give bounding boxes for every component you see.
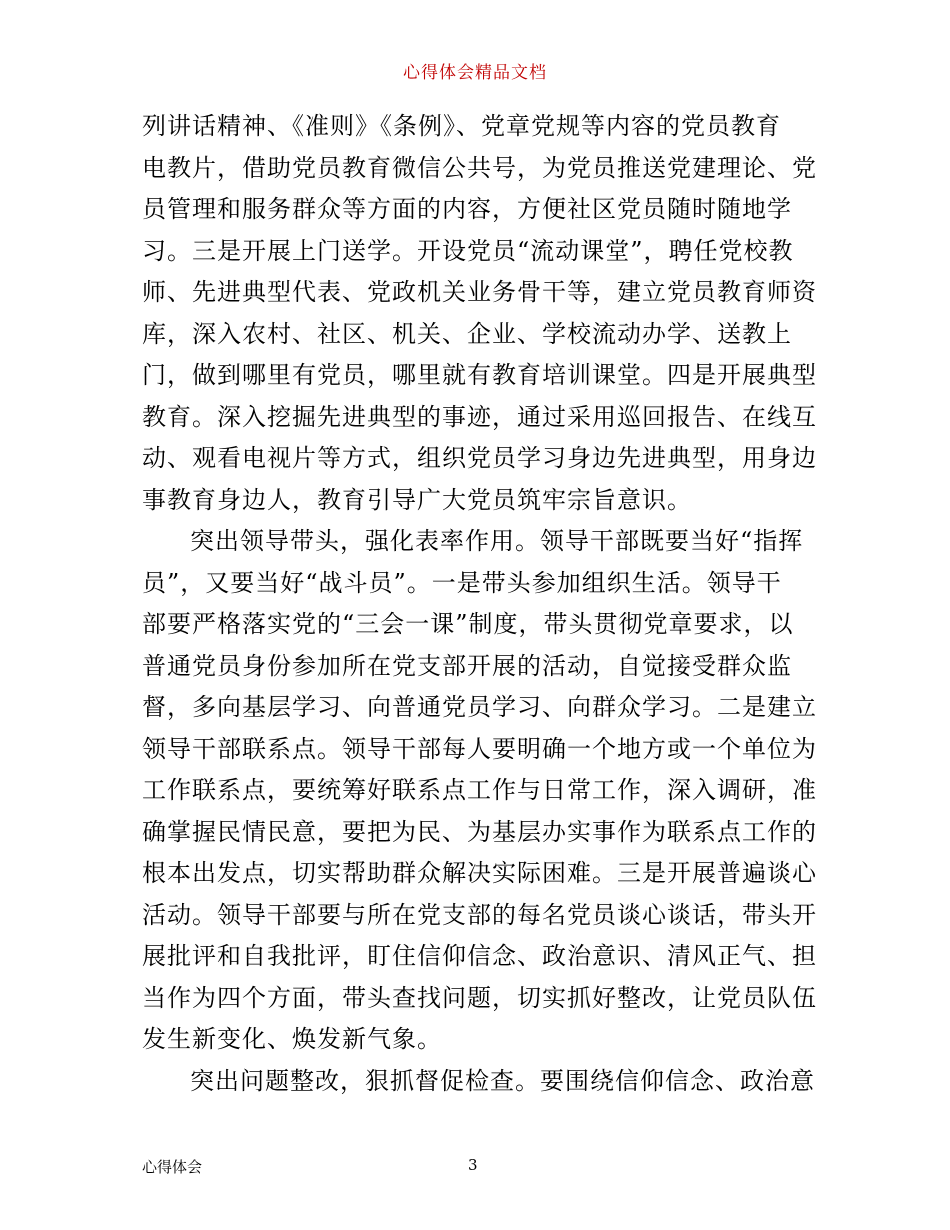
text-line: 员”，又要当好“战斗员”。一是带头参加组织生活。领导干 <box>142 568 782 597</box>
text-line: 督，多向基层学习、向普通党员学习、向群众学习。二是建立 <box>142 693 817 721</box>
text-line: 当作为四个方面，带头查找问题，切实抓好整改，让党员队伍 <box>142 983 817 1012</box>
text-line: 工作联系点，要统筹好联系点工作与日常工作，深入调研，准 <box>142 776 817 804</box>
footer-label: 心得体会 <box>142 1158 203 1176</box>
text-line: 门，做到哪里有党员，哪里就有教育培训课堂。四是开展典型 <box>142 361 817 389</box>
body-text <box>142 106 817 1102</box>
text-line: 发生新变化、焕发新气象。 <box>142 1025 442 1053</box>
text-line: 展批评和自我批评，盯住信仰信念、政治意识、清风正气、担 <box>142 942 817 970</box>
text-line: 列讲话精神、《准则》《条例》、党章党规等内容的党员教育 <box>142 112 781 140</box>
page-number: 3 <box>468 1156 478 1174</box>
text-line: 员管理和服务群众等方面的内容，方便社区党员随时随地学 <box>142 195 792 223</box>
text-line: 部要严格落实党的“三会一课”制度，带头贯彻党章要求，以 <box>142 610 794 638</box>
text-line: 活动。领导干部要与所在党支部的每名党员谈心谈话，带头开 <box>142 900 817 929</box>
text-line: 普通党员身份参加所在党支部开展的活动，自觉接受群众监 <box>142 651 792 680</box>
text-line: 教育。深入挖掘先进典型的事迹，通过采用巡回报告、在线互 <box>142 402 817 431</box>
paragraph-start-line: 突出领导带头，强化表率作用。领导干部既要当好“指挥 <box>190 527 804 555</box>
text-line: 库，深入农村、社区、机关、企业、学校流动办学、送教上 <box>142 319 792 348</box>
text-line: 根本出发点，切实帮助群众解决实际困难。三是开展普遍谈心 <box>142 859 817 887</box>
text-line: 师、先进典型代表、党政机关业务骨干等，建立党员教育师资 <box>142 278 817 306</box>
paragraph-start-line: 突出问题整改，狠抓督促检查。要围绕信仰信念、政治意 <box>190 1066 815 1095</box>
text-line: 习。三是开展上门送学。开设党员“流动课堂”，聘任党校教 <box>142 236 794 265</box>
text-line: 确掌握民情民意，要把为民、为基层办实事作为联系点工作的 <box>142 817 817 846</box>
text-line: 动、观看电视片等方式，组织党员学习身边先进典型，用身边 <box>142 444 817 472</box>
text-line: 电教片，借助党员教育微信公共号，为党员推送党建理论、党 <box>142 153 817 182</box>
header-title: 心得体会精品文档 <box>403 63 547 83</box>
text-line: 事教育身边人，教育引导广大党员筑牢宗旨意识。 <box>142 485 692 514</box>
text-line: 领导干部联系点。领导干部每人要明确一个地方或一个单位为 <box>142 734 817 763</box>
